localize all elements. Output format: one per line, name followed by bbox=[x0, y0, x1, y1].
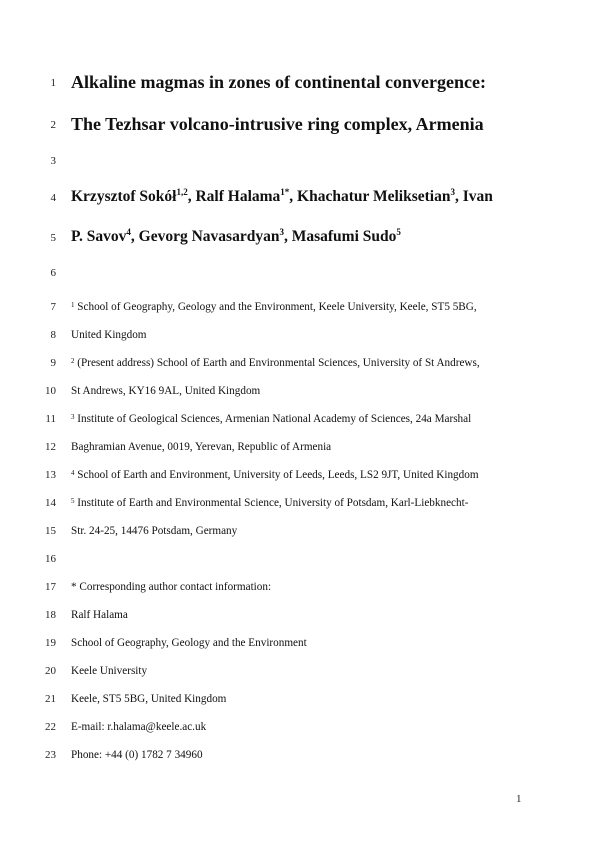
line-number: 13 bbox=[45, 469, 56, 481]
paper-title: Alkaline magmas in zones of continental convergence: bbox=[71, 72, 486, 92]
line-number: 8 bbox=[50, 329, 56, 341]
line-number: 3 bbox=[50, 155, 56, 167]
affiliation-4: $^4$ School of Earth and Environment, University of Leeds, Leeds, LS2 9JT, United Kingdom bbox=[71, 469, 479, 481]
contact-address: Keele, ST5 5BG, United Kingdom bbox=[71, 693, 227, 705]
authors-text: P. Savov$^4$, Gevorg Navasardyan$^3$, Masafumi Sudo$^5$ bbox=[71, 227, 401, 245]
line-number: 20 bbox=[45, 665, 56, 677]
line-number: 5 bbox=[50, 232, 56, 244]
affiliation-5: $^5$ Institute of Earth and Environmental Science, University of Potsdam, Karl-Liebknecht- bbox=[71, 497, 469, 509]
line-number: 6 bbox=[50, 267, 56, 279]
line-number: 4 bbox=[50, 192, 56, 204]
line-number: 15 bbox=[45, 525, 56, 537]
affiliation-1-cont: United Kingdom bbox=[71, 329, 147, 341]
affiliation-2-cont: St Andrews, KY16 9AL, United Kingdom bbox=[71, 385, 261, 397]
line-number: 2 bbox=[50, 119, 56, 131]
contact-phone: Phone: +44 (0) 1782 7 34960 bbox=[71, 749, 203, 761]
line-number: 17 bbox=[45, 581, 56, 593]
line-number: 9 bbox=[50, 357, 56, 369]
affiliation-3: $^3$ Institute of Geological Sciences, Armenian National Academy of Sciences, 24a Marshal bbox=[71, 413, 472, 425]
line-number: 18 bbox=[45, 609, 56, 621]
contact-email: E-mail: r.halama@keele.ac.uk bbox=[71, 721, 207, 733]
contact-school: School of Geography, Geology and the Environment bbox=[71, 637, 307, 649]
line-number: 7 bbox=[50, 301, 56, 313]
paper-subtitle: The Tezhsar volcano-intrusive ring complex, Armenia bbox=[71, 114, 484, 134]
authors-text: Krzysztof Sokół$^{1,2}$, Ralf Halama$^{1*}$, Khachatur Meliksetian$^3$, Ivan bbox=[71, 187, 493, 205]
line-number: 16 bbox=[45, 553, 56, 565]
affiliation-1: $^1$ School of Geography, Geology and the Environment, Keele University, Keele, ST5 5BG, bbox=[71, 301, 477, 313]
line-number: 11 bbox=[45, 413, 56, 425]
affiliation-2: $^2$ (Present address) School of Earth and Environmental Sciences, University of St Andrews, bbox=[71, 357, 480, 369]
line-number: 19 bbox=[45, 637, 56, 649]
line-number: 23 bbox=[45, 749, 56, 761]
affiliation-3-cont: Baghramian Avenue, 0019, Yerevan, Republic of Armenia bbox=[71, 441, 332, 453]
line-number: 22 bbox=[45, 721, 56, 733]
contact-name: Ralf Halama bbox=[71, 609, 128, 621]
line-number: 1 bbox=[50, 77, 56, 89]
line-number: 10 bbox=[45, 385, 56, 397]
page-number: 1 bbox=[516, 793, 522, 805]
line-number: 14 bbox=[45, 497, 56, 509]
line-number: 21 bbox=[45, 693, 56, 705]
contact-university: Keele University bbox=[71, 665, 148, 677]
line-number: 12 bbox=[45, 441, 56, 453]
affiliation-5-cont: Str. 24-25, 14476 Potsdam, Germany bbox=[71, 525, 238, 537]
corresponding-author-heading: * Corresponding author contact information: bbox=[71, 581, 272, 593]
